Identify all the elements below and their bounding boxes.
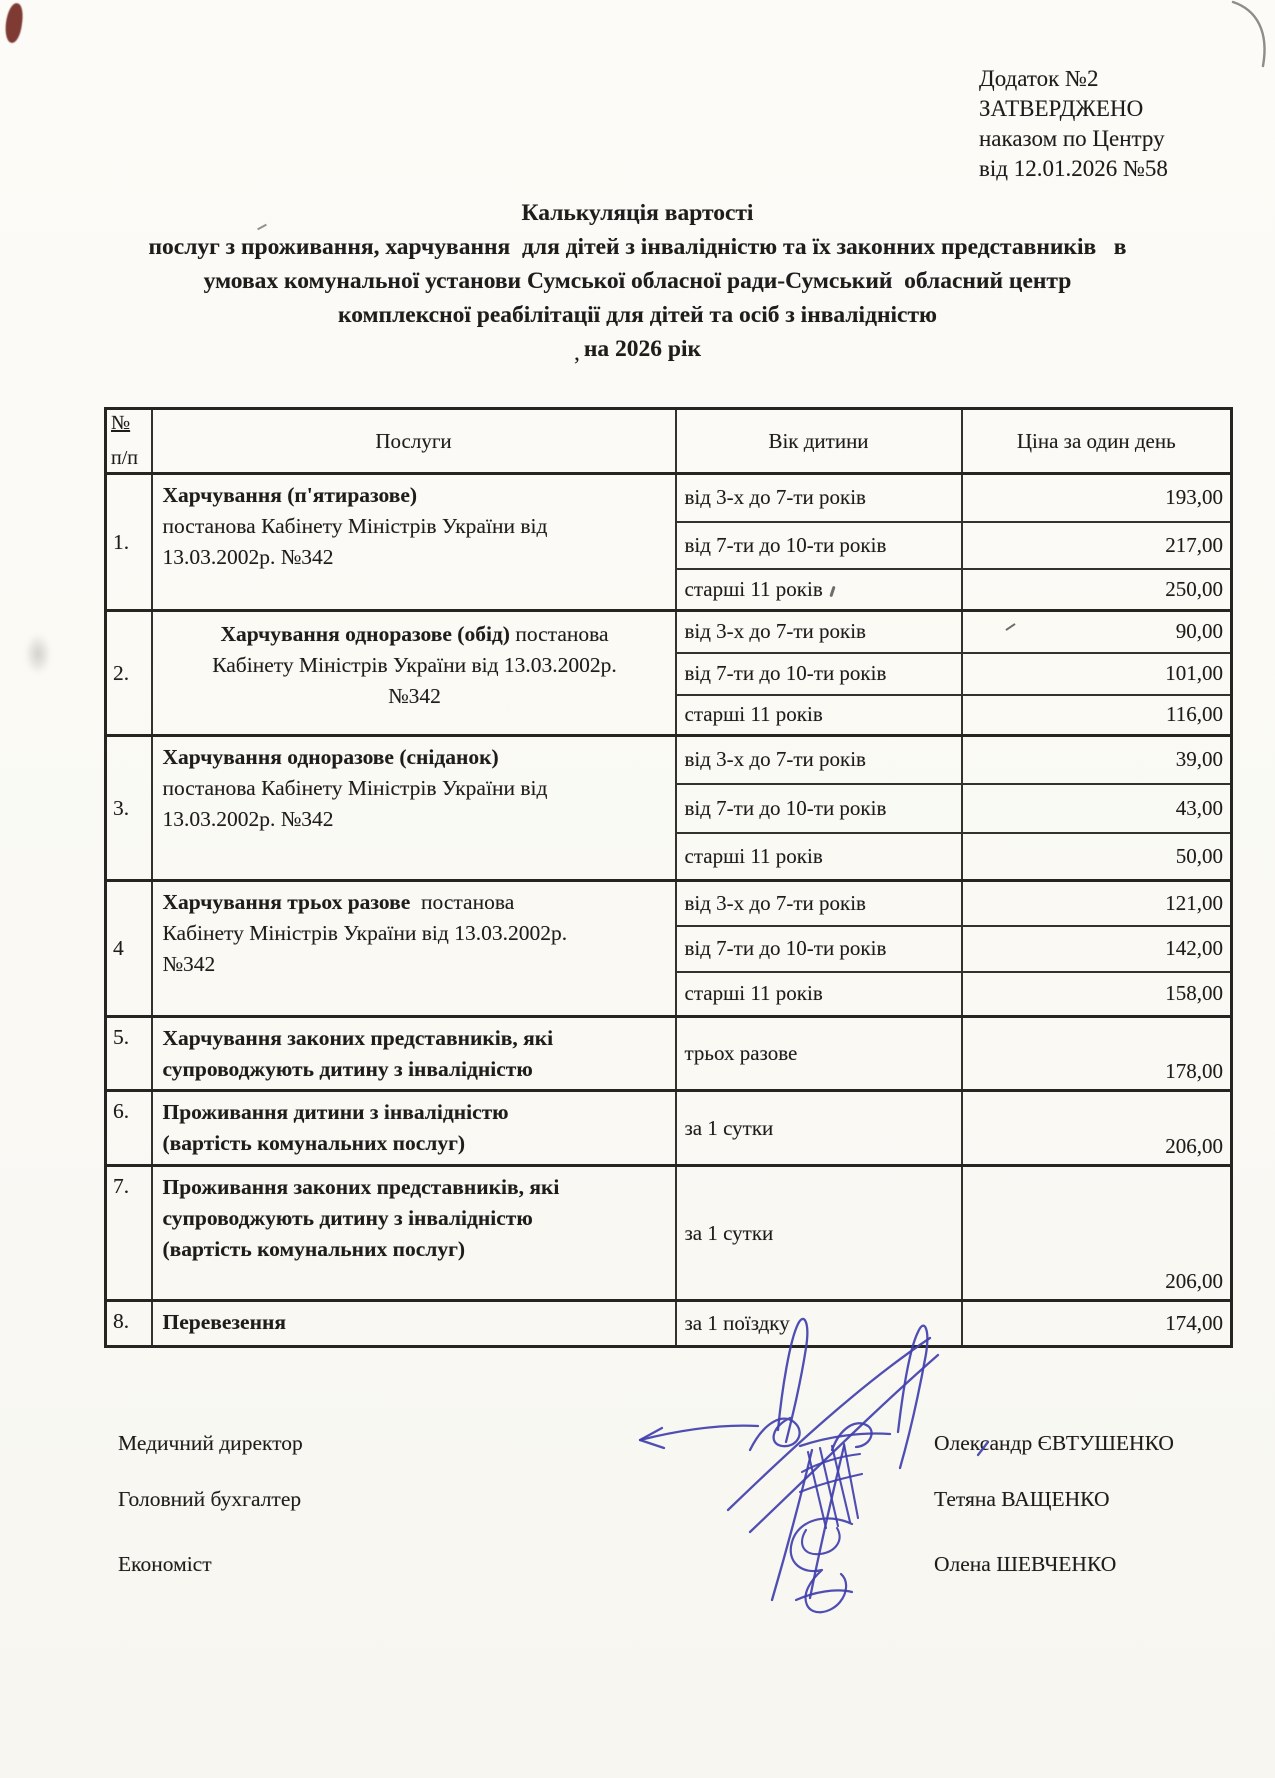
table-row <box>106 1017 1232 1091</box>
approval-date-line: від 12.01.2026 №58 <box>979 156 1168 181</box>
row-number: 8. <box>106 1301 152 1347</box>
age-cell: від 3-х до 7-ти років <box>676 474 962 522</box>
row-number: 7. <box>106 1166 152 1301</box>
service-cell: Харчування одноразове (сніданок) постанова Кабінету Міністрів України від 13.03.2002р. №342 <box>152 736 676 881</box>
service-cell: Харчування (п'ятиразове) постанова Кабінету Міністрів України від 13.03.2002р. №342 <box>152 474 676 611</box>
col-header-price: Ціна за один день <box>962 409 1232 474</box>
scan-page-edge-curve <box>1225 0 1275 70</box>
age-cell: старші 11 років <box>676 972 962 1017</box>
signatory-role: Головний бухгалтер <box>118 1487 302 1511</box>
signatory-name: Олександр ЄВТУШЕНКО <box>934 1431 1174 1455</box>
age-cell: за 1 сутки <box>676 1166 962 1301</box>
table-row <box>106 611 1232 653</box>
title-line-1: Калькуляція вартості <box>521 200 754 226</box>
cost-table <box>104 407 1233 1348</box>
approval-annex-line: Додаток №2 <box>979 66 1099 91</box>
price-cell: 121,00 <box>962 881 1232 926</box>
age-cell: трьох разове <box>676 1017 962 1091</box>
price-cell: 174,00 <box>962 1301 1232 1347</box>
row-number: 4 <box>106 881 152 1017</box>
service-cell: Харчування трьох разове постанова Кабінету Міністрів України від 13.03.2002р. №342 <box>152 881 676 1017</box>
service-cell: Перевезення <box>152 1301 676 1347</box>
price-cell: 193,00 <box>962 474 1232 522</box>
price-cell: 250,00 <box>962 569 1232 611</box>
title-line-2: послуг з проживання, харчування для дітей з інвалідністю та їх законних представників в <box>148 234 1127 260</box>
table-row <box>106 881 1232 926</box>
price-cell: 116,00 <box>962 695 1232 736</box>
price-cell: 206,00 <box>962 1166 1232 1301</box>
service-cell: Проживання законих представників, які супроводжують дитину з інвалідністю (вартість комунальних послуг) <box>152 1166 676 1301</box>
price-cell: 217,00 <box>962 522 1232 569</box>
price-cell: 39,00 <box>962 736 1232 784</box>
stray-comma-mark: , <box>573 340 580 366</box>
signatory-role: Медичний директор <box>118 1431 303 1455</box>
price-cell: 206,00 <box>962 1091 1232 1166</box>
age-cell: від 7-ти до 10-ти років <box>676 522 962 569</box>
price-cell: 90,00 <box>962 611 1232 653</box>
signature-economist <box>791 1518 852 1612</box>
approval-order-line: наказом по Центру <box>979 126 1165 151</box>
approval-approved-line: ЗАТВЕРДЖЕНО <box>979 96 1144 121</box>
age-cell: старші 11 років <box>676 695 962 736</box>
scan-smudge <box>20 626 56 682</box>
age-cell: від 7-ти до 10-ти років <box>676 653 962 695</box>
age-cell: від 7-ти до 10-ти років <box>676 784 962 833</box>
price-cell: 178,00 <box>962 1017 1232 1091</box>
service-cell: Харчування одноразове (обід) постанова Кабінету Міністрів України від 13.03.2002р. №342 <box>152 611 676 736</box>
table-row <box>106 1166 1232 1301</box>
signatory-name: Тетяна ВАЩЕНКО <box>934 1487 1110 1511</box>
age-cell: старші 11 років <box>676 833 962 881</box>
service-cell: Харчування законих представників, які супроводжують дитину з інвалідністю <box>152 1017 676 1091</box>
price-cell: 43,00 <box>962 784 1232 833</box>
age-cell: від 3-х до 7-ти років <box>676 881 962 926</box>
price-cell: 158,00 <box>962 972 1232 1017</box>
row-number: 1. <box>106 474 152 611</box>
table-row <box>106 1091 1232 1166</box>
row-number: 6. <box>106 1091 152 1166</box>
table-row <box>106 736 1232 784</box>
age-cell: старші 11 років <box>676 569 962 611</box>
row-number: 2. <box>106 611 152 736</box>
table-header-row <box>106 409 1232 474</box>
service-cell: Проживання дитини з інвалідністю (вартість комунальних послуг) <box>152 1091 676 1166</box>
title-line-4: комплексної реабілітації для дітей та осіб з інвалідністю <box>338 302 937 328</box>
approval-block <box>979 64 1168 184</box>
col-header-services: Послуги <box>152 409 676 474</box>
age-cell: від 7-ти до 10-ти років <box>676 926 962 972</box>
title-year: на 2026 рік <box>583 336 702 362</box>
price-cell: 50,00 <box>962 833 1232 881</box>
age-cell: від 3-х до 7-ти років <box>676 736 962 784</box>
title-year-line <box>40 332 1235 366</box>
col-header-number: № п/п <box>106 409 152 474</box>
signature-director <box>640 1319 988 1600</box>
signatory-role: Економіст <box>118 1552 212 1576</box>
handwritten-signatures <box>600 1300 1000 1640</box>
row-number: 5. <box>106 1017 152 1091</box>
scan-corner-mark <box>4 2 25 44</box>
signature-accountant <box>800 1444 862 1554</box>
age-cell: за 1 поїздку <box>676 1301 962 1347</box>
price-cell: 142,00 <box>962 926 1232 972</box>
row-number: 3. <box>106 736 152 881</box>
age-cell: від 3-х до 7-ти років <box>676 611 962 653</box>
col-header-age: Вік дитини <box>676 409 962 474</box>
document-title <box>40 196 1235 366</box>
signatory-name: Олена ШЕВЧЕНКО <box>934 1552 1117 1576</box>
title-line-3: умовах комунальної установи Сумської обласної ради-Сумський обласний центр <box>203 268 1072 294</box>
price-cell: 101,00 <box>962 653 1232 695</box>
table-row <box>106 474 1232 522</box>
age-cell: за 1 сутки <box>676 1091 962 1166</box>
